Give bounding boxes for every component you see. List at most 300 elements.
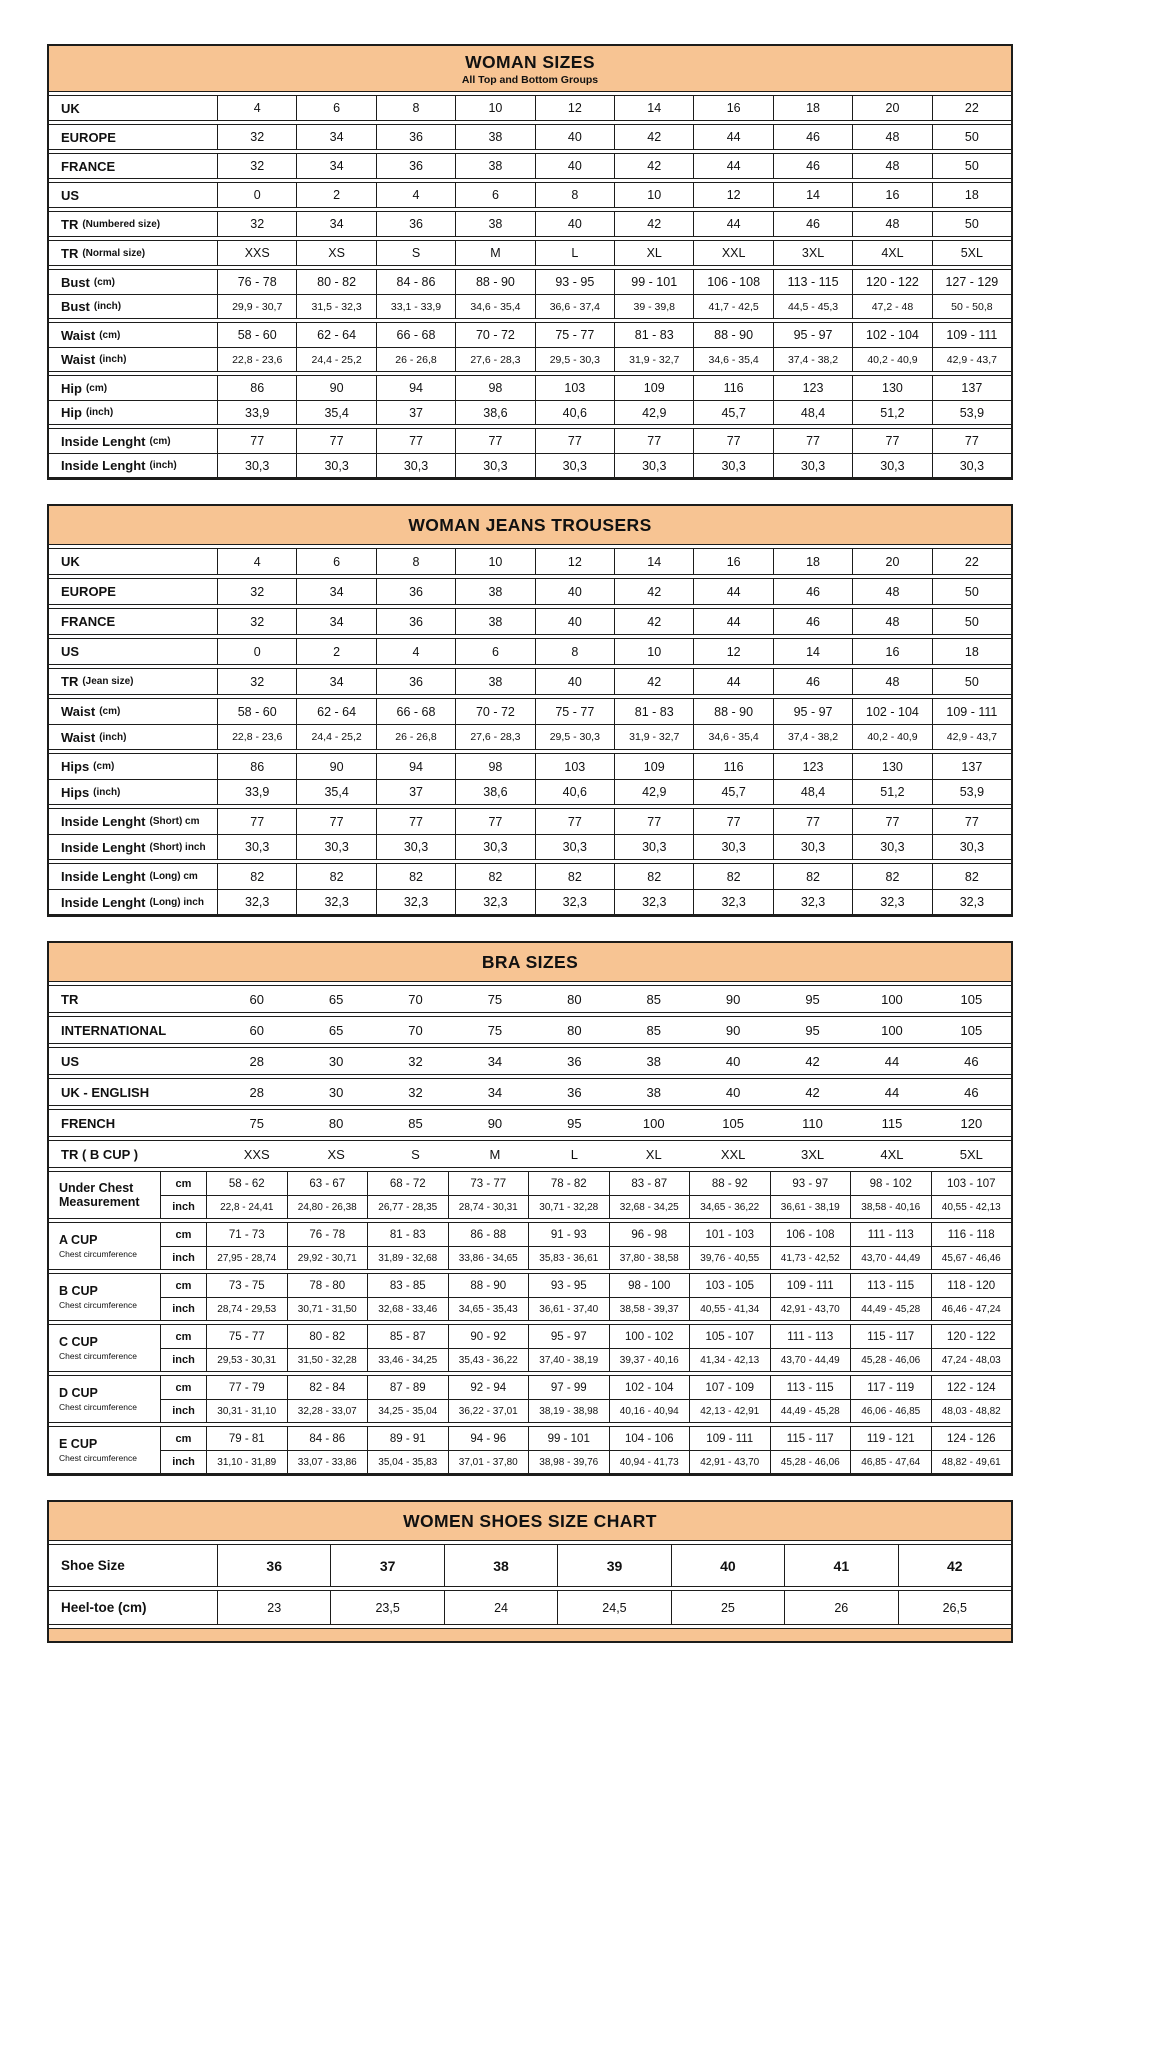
table-row bbox=[49, 376, 1011, 400]
table-row bbox=[49, 429, 1011, 453]
value-cell: 46 bbox=[773, 125, 852, 149]
value-cell: 44 bbox=[693, 579, 772, 604]
row-label-text: EUROPE bbox=[61, 129, 116, 145]
value-cell: 77 bbox=[614, 809, 693, 834]
row-label-suffix: (Long) inch bbox=[149, 896, 204, 908]
row-label-suffix: (Normal size) bbox=[82, 247, 146, 259]
row-label bbox=[49, 1141, 217, 1167]
value-cell: 42,91 - 43,70 bbox=[689, 1451, 770, 1473]
value-cell: XL bbox=[645, 1146, 662, 1162]
value-cell: 28,74 - 30,31 bbox=[448, 1196, 529, 1218]
value-cell: 106 - 108 bbox=[693, 270, 772, 294]
value-cell: 100 - 102 bbox=[609, 1325, 690, 1348]
row-label-text: UK bbox=[61, 554, 80, 569]
unit-label: inch bbox=[161, 1298, 207, 1320]
value-cell: 36 bbox=[217, 1545, 330, 1586]
value-cell: 70 - 72 bbox=[455, 699, 534, 724]
value-cell: 99 - 101 bbox=[528, 1427, 609, 1450]
value-cell: 42,9 - 43,7 bbox=[932, 725, 1011, 749]
value-cell: 30 bbox=[328, 1084, 344, 1100]
row-label-text: Shoe Size bbox=[61, 1558, 125, 1573]
value-cell: 106 - 108 bbox=[770, 1223, 851, 1246]
value-cell: 43,70 - 44,49 bbox=[770, 1349, 851, 1371]
value-cell: 130 bbox=[852, 376, 931, 400]
value-cell: 0 bbox=[217, 183, 296, 207]
value-cell: 82 bbox=[217, 864, 296, 889]
value-cell: 31,50 - 32,28 bbox=[287, 1349, 368, 1371]
value-cell: L bbox=[535, 241, 614, 265]
row-label-text: Waist bbox=[61, 327, 96, 343]
value-cell: 36 bbox=[376, 125, 455, 149]
value-cell: 42 bbox=[805, 1053, 820, 1069]
value-cell: 80 bbox=[328, 1115, 344, 1131]
value-cell: 22,8 - 23,6 bbox=[217, 725, 296, 749]
value-cell: 50 bbox=[932, 669, 1011, 694]
value-cell: 48,03 - 48,82 bbox=[931, 1400, 1012, 1422]
value-cell: 44 bbox=[884, 1084, 900, 1100]
value-cell: 8 bbox=[535, 639, 614, 664]
value-cell: 81 - 83 bbox=[367, 1223, 448, 1246]
value-cell: 38,58 - 39,37 bbox=[609, 1298, 690, 1320]
table-row bbox=[49, 549, 1011, 574]
value-cell: 40 bbox=[725, 1084, 741, 1100]
value-cell: 94 bbox=[376, 754, 455, 779]
row-label bbox=[49, 212, 217, 236]
unit-rows bbox=[161, 1274, 1011, 1320]
row-sublabel-text: Chest circumference bbox=[59, 1452, 137, 1463]
value-cell: 88 - 90 bbox=[448, 1274, 529, 1297]
value-cell: 84 - 86 bbox=[376, 270, 455, 294]
value-cell: 71 - 73 bbox=[228, 1228, 265, 1241]
value-cell: 90 bbox=[725, 1022, 741, 1038]
value-cell: 76 - 78 bbox=[287, 1223, 368, 1246]
row-group bbox=[49, 211, 1011, 237]
value-cell: 32,3 bbox=[852, 890, 931, 914]
value-cell: 76 - 78 bbox=[217, 270, 296, 294]
size-chart-page bbox=[47, 44, 1013, 1643]
value-cell: 88 - 90 bbox=[455, 270, 534, 294]
table-row bbox=[49, 809, 1011, 834]
row-label-suffix: (inch) bbox=[99, 731, 127, 743]
row-label bbox=[49, 429, 217, 453]
unit-label: cm bbox=[161, 1172, 207, 1195]
value-cell: 32,3 bbox=[773, 890, 852, 914]
value-cell: 30,3 bbox=[535, 835, 614, 859]
row-label bbox=[49, 454, 217, 477]
row-label-text: TR bbox=[61, 216, 79, 232]
value-cell: 32,3 bbox=[932, 890, 1011, 914]
table-row bbox=[49, 241, 1011, 265]
row-label-suffix: (cm) bbox=[93, 761, 115, 772]
row-label-suffix: (inch) bbox=[93, 786, 121, 798]
value-cell: 4 bbox=[376, 183, 455, 207]
unit-label: inch bbox=[161, 1400, 207, 1422]
value-cell: 18 bbox=[932, 639, 1011, 664]
value-cell: 34,6 - 35,4 bbox=[455, 295, 534, 318]
value-cell: 124 - 126 bbox=[931, 1427, 1012, 1450]
unit-label: cm bbox=[161, 1427, 207, 1450]
table-row bbox=[49, 270, 1011, 294]
value-cell: 115 bbox=[881, 1115, 903, 1131]
table-row bbox=[49, 1048, 1011, 1074]
row-group bbox=[49, 1273, 1011, 1321]
value-cell: 58 - 62 bbox=[228, 1177, 265, 1190]
value-cell: 40 bbox=[535, 669, 614, 694]
value-cell: 41 bbox=[784, 1545, 897, 1586]
value-cell: 42 bbox=[614, 154, 693, 178]
value-cell: 37,80 - 38,58 bbox=[609, 1247, 690, 1269]
value-cell: 30,31 - 31,10 bbox=[217, 1405, 277, 1417]
value-cell: 82 bbox=[535, 864, 614, 889]
table-row bbox=[49, 323, 1011, 347]
value-cell: 50 bbox=[932, 579, 1011, 604]
row-label bbox=[49, 241, 217, 265]
row-label-suffix: (cm) bbox=[93, 276, 116, 288]
value-cell: 77 bbox=[693, 429, 772, 453]
unit-label: inch bbox=[161, 1247, 207, 1269]
table-row bbox=[161, 1450, 1011, 1473]
value-cell: 70 bbox=[408, 991, 423, 1007]
value-cell: 50 - 50,8 bbox=[932, 295, 1011, 318]
value-cell: 25 bbox=[671, 1591, 784, 1624]
value-cell: 81 - 83 bbox=[614, 323, 693, 347]
row-label bbox=[49, 986, 217, 1012]
value-cell: 85 bbox=[646, 1022, 661, 1038]
value-cell: 30,3 bbox=[693, 835, 772, 859]
value-cell: 43,70 - 44,49 bbox=[850, 1247, 931, 1269]
table-row bbox=[49, 754, 1011, 779]
row-label-text: Inside Lenght bbox=[61, 433, 146, 449]
row-label bbox=[49, 754, 217, 779]
value-cell: 82 bbox=[932, 864, 1011, 889]
row-label bbox=[49, 1079, 217, 1105]
value-cell: 122 - 124 bbox=[931, 1376, 1012, 1399]
row-label-suffix: (Long) cm bbox=[149, 871, 198, 882]
value-cell: 63 - 67 bbox=[287, 1172, 368, 1195]
row-label bbox=[49, 1427, 161, 1473]
value-cell: 4 bbox=[217, 96, 296, 120]
value-cell: 37,4 - 38,2 bbox=[773, 725, 852, 749]
row-label-text: FRENCH bbox=[61, 1115, 116, 1131]
value-cell: XXS bbox=[217, 241, 296, 265]
value-cell: 14 bbox=[773, 183, 852, 207]
value-cell: 113 - 115 bbox=[850, 1274, 931, 1297]
table-block bbox=[49, 1544, 1011, 1625]
row-label bbox=[49, 780, 217, 804]
row-group bbox=[49, 548, 1011, 575]
value-cell: 40,16 - 40,94 bbox=[609, 1400, 690, 1422]
table-row bbox=[161, 1348, 1011, 1371]
value-cell: 38,6 bbox=[455, 401, 534, 424]
value-cell: 4XL bbox=[852, 241, 931, 265]
value-cell: 105 bbox=[722, 1115, 744, 1131]
value-cell: 45,7 bbox=[693, 401, 772, 424]
value-cell: 39,37 - 40,16 bbox=[609, 1349, 690, 1371]
row-group bbox=[49, 863, 1011, 915]
row-label bbox=[49, 639, 217, 664]
value-cell: 96 - 98 bbox=[609, 1223, 690, 1246]
value-cell: 39,76 - 40,55 bbox=[689, 1247, 770, 1269]
value-cell: 47,2 - 48 bbox=[852, 295, 931, 318]
value-cell: 98 bbox=[455, 376, 534, 400]
value-cell: 8 bbox=[535, 183, 614, 207]
value-cell: 50 bbox=[932, 125, 1011, 149]
table-row bbox=[161, 1274, 1011, 1297]
value-cell: 27,6 - 28,3 bbox=[455, 725, 534, 749]
row-label-text: Hips bbox=[61, 759, 90, 774]
value-cell: 77 - 79 bbox=[228, 1381, 265, 1394]
value-cell: 50 bbox=[932, 154, 1011, 178]
value-cell: 90 bbox=[487, 1115, 503, 1131]
value-cell: 98 bbox=[455, 754, 534, 779]
row-group bbox=[49, 698, 1011, 750]
value-cell: 31,10 - 31,89 bbox=[217, 1456, 277, 1468]
value-cell: 117 - 119 bbox=[850, 1376, 931, 1399]
value-cell: 26,5 bbox=[898, 1591, 1011, 1624]
value-cell: 12 bbox=[535, 96, 614, 120]
value-cell: 86 bbox=[217, 754, 296, 779]
value-cell: 18 bbox=[773, 96, 852, 120]
row-label bbox=[49, 699, 217, 724]
table-row bbox=[49, 347, 1011, 371]
value-cell: 30,3 bbox=[852, 835, 931, 859]
value-cell: 66 - 68 bbox=[376, 699, 455, 724]
value-cell: 34 bbox=[296, 579, 375, 604]
value-cell: 6 bbox=[296, 96, 375, 120]
value-cell: 82 bbox=[376, 864, 455, 889]
row-label-text: FRANCE bbox=[61, 614, 116, 629]
value-cell: 109 - 111 bbox=[932, 323, 1011, 347]
bra-sizes-table bbox=[47, 941, 1013, 1476]
value-cell: 48 bbox=[852, 669, 931, 694]
value-cell: 30,3 bbox=[614, 835, 693, 859]
woman-jeans-trousers-table bbox=[47, 504, 1013, 917]
row-label bbox=[49, 835, 217, 859]
value-cell: 89 - 91 bbox=[367, 1427, 448, 1450]
table-row bbox=[49, 125, 1011, 149]
value-cell: 36,61 - 37,40 bbox=[528, 1298, 609, 1320]
value-cell: 29,5 - 30,3 bbox=[535, 348, 614, 371]
value-cell: 27,6 - 28,3 bbox=[455, 348, 534, 371]
value-cell: 40,94 - 41,73 bbox=[609, 1451, 690, 1473]
value-cell: M bbox=[455, 241, 534, 265]
value-cell: 88 - 92 bbox=[689, 1172, 770, 1195]
value-cell: 35,83 - 36,61 bbox=[528, 1247, 609, 1269]
row-group bbox=[49, 578, 1011, 605]
value-cell: 36 bbox=[376, 212, 455, 236]
value-cell: 38 bbox=[455, 579, 534, 604]
table-title-banner bbox=[49, 46, 1011, 92]
value-cell: 109 - 111 bbox=[932, 699, 1011, 724]
value-cell: 33,1 - 33,9 bbox=[376, 295, 455, 318]
value-cell: 58 - 60 bbox=[217, 699, 296, 724]
row-label-text: Hip bbox=[61, 405, 82, 420]
value-cell: 42 bbox=[614, 212, 693, 236]
table-row bbox=[161, 1399, 1011, 1422]
row-group bbox=[49, 240, 1011, 266]
value-cell: 111 - 113 bbox=[850, 1223, 931, 1246]
value-cell: 36,6 - 37,4 bbox=[535, 295, 614, 318]
row-group bbox=[49, 428, 1011, 478]
table-row bbox=[49, 669, 1011, 694]
value-cell: 34 bbox=[296, 609, 375, 634]
value-cell: 14 bbox=[614, 549, 693, 574]
value-cell: 30,3 bbox=[932, 835, 1011, 859]
value-cell: 36 bbox=[376, 154, 455, 178]
value-cell: 6 bbox=[296, 549, 375, 574]
value-cell: 82 bbox=[455, 864, 534, 889]
value-cell: 91 - 93 bbox=[528, 1223, 609, 1246]
table-subtitle: All Top and Bottom Groups bbox=[461, 74, 599, 86]
value-cell: 42 bbox=[614, 609, 693, 634]
table-title-banner bbox=[49, 1502, 1011, 1541]
value-cell: 46 bbox=[773, 579, 852, 604]
value-cell: 93 - 95 bbox=[528, 1274, 609, 1297]
table-row bbox=[49, 1110, 1011, 1136]
row-group bbox=[49, 753, 1011, 805]
value-cell: 14 bbox=[614, 96, 693, 120]
value-cell: 26 - 26,8 bbox=[376, 348, 455, 371]
value-cell: 47,24 - 48,03 bbox=[931, 1349, 1012, 1371]
row-label bbox=[49, 669, 217, 694]
value-cell: 24,4 - 25,2 bbox=[296, 725, 375, 749]
value-cell: 12 bbox=[693, 183, 772, 207]
value-cell: 75 bbox=[249, 1115, 264, 1131]
value-cell: 34 bbox=[296, 125, 375, 149]
value-cell: 48 bbox=[852, 609, 931, 634]
value-cell: 30,3 bbox=[773, 835, 852, 859]
value-cell: 44 bbox=[693, 212, 772, 236]
value-cell: 32 bbox=[217, 125, 296, 149]
unit-label: inch bbox=[161, 1349, 207, 1371]
value-cell: 44,49 - 45,28 bbox=[770, 1400, 851, 1422]
value-cell: 12 bbox=[693, 639, 772, 664]
value-cell: XXL bbox=[693, 241, 772, 265]
value-cell: 82 bbox=[693, 864, 772, 889]
value-cell: 44 bbox=[693, 609, 772, 634]
row-label bbox=[49, 348, 217, 371]
value-cell: 46,46 - 47,24 bbox=[931, 1298, 1012, 1320]
value-cell: 93 - 95 bbox=[535, 270, 614, 294]
value-cell: 38 bbox=[455, 154, 534, 178]
row-group bbox=[49, 1375, 1011, 1423]
value-cell: 38 bbox=[455, 609, 534, 634]
value-cell: 103 - 107 bbox=[931, 1172, 1012, 1195]
row-label-text: Bust bbox=[61, 299, 90, 314]
value-cell: 44,49 - 45,28 bbox=[850, 1298, 931, 1320]
value-cell: 26,77 - 28,35 bbox=[367, 1196, 448, 1218]
value-cell: 32 bbox=[217, 609, 296, 634]
row-label-suffix: (cm) bbox=[99, 329, 121, 341]
value-cell: 30,3 bbox=[693, 454, 772, 477]
table-title-banner bbox=[49, 506, 1011, 545]
value-cell: 35,04 - 35,83 bbox=[367, 1451, 448, 1473]
value-cell: 4 bbox=[217, 549, 296, 574]
row-label-suffix: (inch) bbox=[99, 354, 127, 365]
value-cell: XS bbox=[296, 241, 375, 265]
value-cell: 39 - 39,8 bbox=[614, 295, 693, 318]
value-cell: 77 bbox=[296, 429, 375, 453]
value-cell: 77 bbox=[376, 809, 455, 834]
value-cell: 46,85 - 47,64 bbox=[850, 1451, 931, 1473]
row-label-text: C CUP bbox=[59, 1335, 98, 1350]
value-cell: 115 - 117 bbox=[770, 1427, 851, 1450]
value-cell: 32,3 bbox=[455, 890, 534, 914]
row-group bbox=[49, 985, 1011, 1013]
row-label-text: TR bbox=[61, 674, 79, 689]
value-cell: 103 bbox=[535, 376, 614, 400]
unit-label: inch bbox=[161, 1196, 207, 1218]
value-cell: 77 bbox=[376, 429, 455, 453]
row-group bbox=[49, 1426, 1011, 1474]
value-cell: 34 bbox=[487, 1084, 503, 1100]
unit-label: cm bbox=[161, 1223, 207, 1246]
value-cell: 10 bbox=[455, 549, 534, 574]
value-cell: 16 bbox=[693, 96, 772, 120]
value-cell: 100 bbox=[642, 1115, 665, 1131]
row-group bbox=[49, 1109, 1011, 1137]
row-label bbox=[49, 96, 217, 120]
value-cell: 44 bbox=[884, 1053, 900, 1069]
value-cell: 36,61 - 38,19 bbox=[770, 1196, 851, 1218]
value-cell: 45,7 bbox=[693, 780, 772, 804]
unit-label: inch bbox=[161, 1451, 207, 1473]
row-sublabel-text: Chest circumference bbox=[59, 1350, 137, 1361]
value-cell: 103 bbox=[535, 754, 614, 779]
value-cell: 35,4 bbox=[296, 401, 375, 424]
unit-label: cm bbox=[161, 1274, 207, 1297]
row-label-text: US bbox=[61, 187, 80, 203]
value-cell: 18 bbox=[932, 183, 1011, 207]
value-cell: 36 bbox=[376, 669, 455, 694]
value-cell: 70 bbox=[408, 1022, 423, 1038]
value-cell: 41,73 - 42,52 bbox=[770, 1247, 851, 1269]
value-cell: 40,2 - 40,9 bbox=[852, 725, 931, 749]
table-title-banner bbox=[49, 943, 1011, 982]
value-cell: 18 bbox=[773, 549, 852, 574]
row-label-text: Waist bbox=[61, 704, 96, 719]
value-cell: 29,53 - 30,31 bbox=[217, 1354, 277, 1366]
value-cell: 40 bbox=[535, 125, 614, 149]
row-label-text: Heel-toe (cm) bbox=[61, 1600, 147, 1615]
table-row bbox=[161, 1427, 1011, 1450]
value-cell: 32,3 bbox=[217, 890, 296, 914]
value-cell: 77 bbox=[932, 809, 1011, 834]
value-cell: 30,3 bbox=[296, 835, 375, 859]
unit-label: cm bbox=[161, 1376, 207, 1399]
table-row bbox=[161, 1325, 1011, 1348]
value-cell: 4XL bbox=[880, 1146, 904, 1162]
value-cell: 77 bbox=[455, 429, 534, 453]
row-label-text: TR bbox=[61, 245, 79, 261]
table-row bbox=[49, 1079, 1011, 1105]
value-cell: 31,9 - 32,7 bbox=[614, 725, 693, 749]
value-cell: 42 bbox=[614, 579, 693, 604]
table-title: WOMAN SIZES bbox=[465, 52, 595, 72]
row-label-suffix: (Numbered size) bbox=[82, 218, 161, 230]
value-cell: 88 - 90 bbox=[693, 323, 772, 347]
value-cell: XS bbox=[327, 1146, 345, 1162]
value-cell: 16 bbox=[693, 549, 772, 574]
value-cell: 30,3 bbox=[455, 454, 534, 477]
table-block bbox=[49, 1171, 1011, 1474]
row-label-text: TR bbox=[61, 991, 79, 1007]
row-label-text: Inside Lenght bbox=[61, 894, 146, 910]
table-row bbox=[49, 1545, 1011, 1586]
row-group bbox=[49, 1140, 1011, 1168]
value-cell: 53,9 bbox=[932, 780, 1011, 804]
row-group bbox=[49, 1590, 1011, 1625]
